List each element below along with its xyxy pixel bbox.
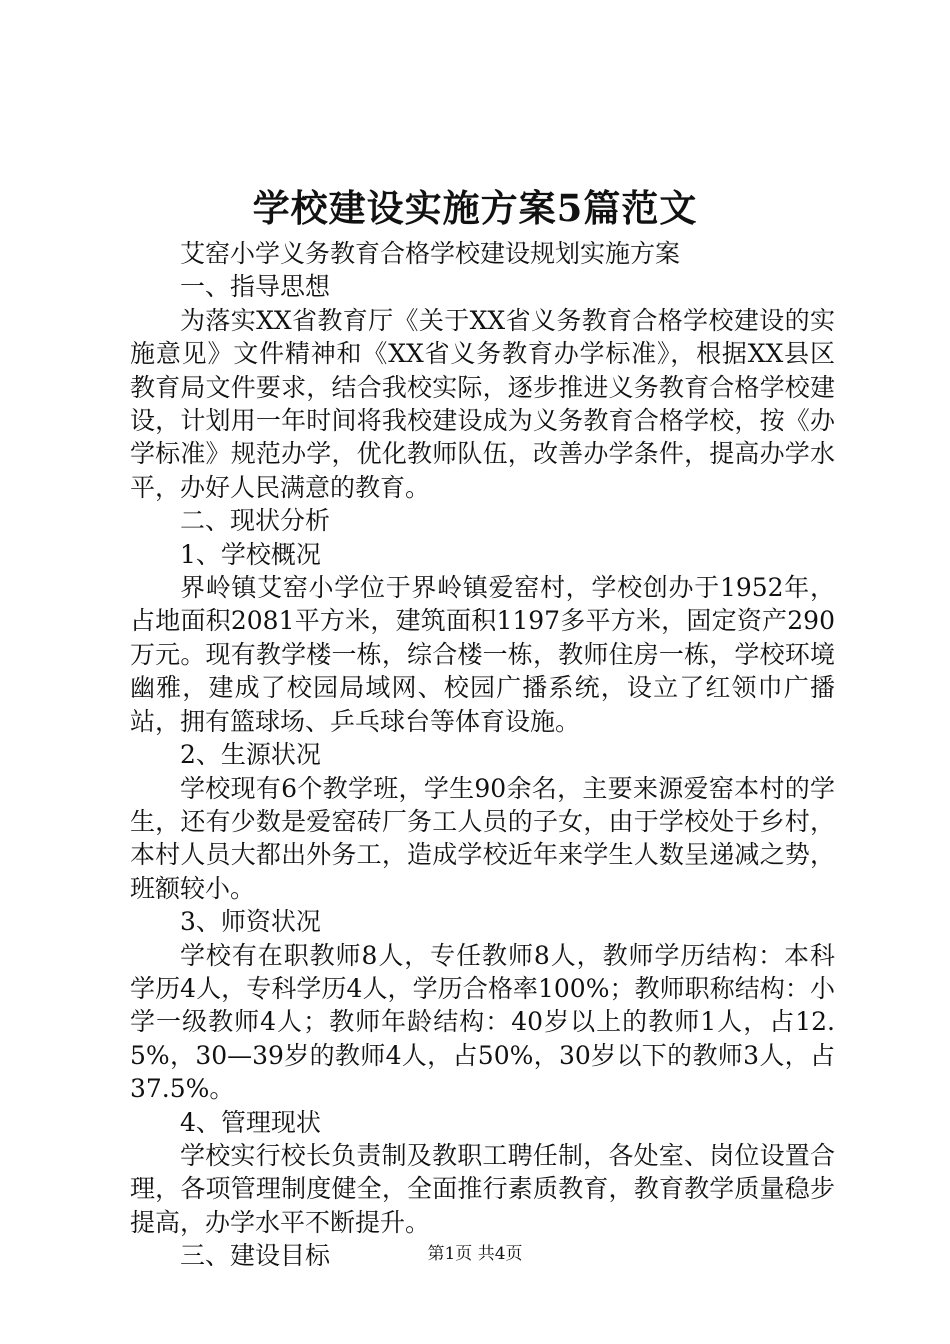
- document-subtitle: 艾窑小学义务教育合格学校建设规划实施方案: [180, 239, 681, 268]
- body-paragraph: 为落实XX省教育厅《关于XX省义务教育合格学校建设的实施意见》文件精神和《XX省义务教育办学标准》，根据XX县区教育局文件要求，结合我校实际，逐步推进义务教育合格学校建设，计划用一年时间将我校建设成为义务教育合格学校，按《办学标准》规范办学，优化教师队伍，改善办学条件，提高办学水平，办好人民满意的教育。: [130, 305, 835, 502]
- body-paragraph: 学校实行校长负责制及教职工聘任制，各处室、岗位设置合理，各项管理制度健全，全面推行素质教育，教育教学质量稳步提高，办学水平不断提升。: [130, 1140, 835, 1237]
- page-number-footer: 第1页 共4页: [427, 1244, 523, 1264]
- subsection-heading: 4、管理现状: [180, 1107, 321, 1137]
- subsection-heading: 3、师资状况: [180, 907, 321, 937]
- document-body: [130, 237, 835, 1273]
- section-heading: 一、指导思想: [180, 272, 331, 302]
- subsection-heading: 1、学校概况: [180, 539, 321, 569]
- body-paragraph: 学校现有6个教学班，学生90余名，主要来源爱窑本村的学生，还有少数是爱窑砖厂务工人员的子女，由于学校处于乡村，本村人员大都出外务工，造成学校近年来学生人数呈递减之势，班额较小。: [130, 773, 835, 903]
- subsection-heading: 2、生源状况: [180, 740, 321, 770]
- body-paragraph: 学校有在职教师8人，专任教师8人，教师学历结构：本科学历4人，专科学历4人，学历合格率100%；教师职称结构：小学一级教师4人；教师年龄结构：40岁以上的教师1人，占12.5%，30—39岁的教师4人，占50%，30岁以下的教师3人，占37.5%。: [130, 940, 835, 1104]
- section-heading: 二、现状分析: [180, 506, 331, 536]
- body-paragraph: 界岭镇艾窑小学位于界岭镇爱窑村，学校创办于1952年，占地面积2081平方米，建筑面积1197多平方米，固定资产290万元。现有教学楼一栋，综合楼一栋，教师住房一栋，学校环境幽雅，建成了校园局域网、校园广播系统，设立了红领巾广播站，拥有篮球场、乒乓球台等体育设施。: [130, 573, 835, 736]
- section-heading: 三、建设目标: [180, 1241, 331, 1271]
- document-title: 学校建设实施方案5篇范文: [252, 186, 698, 230]
